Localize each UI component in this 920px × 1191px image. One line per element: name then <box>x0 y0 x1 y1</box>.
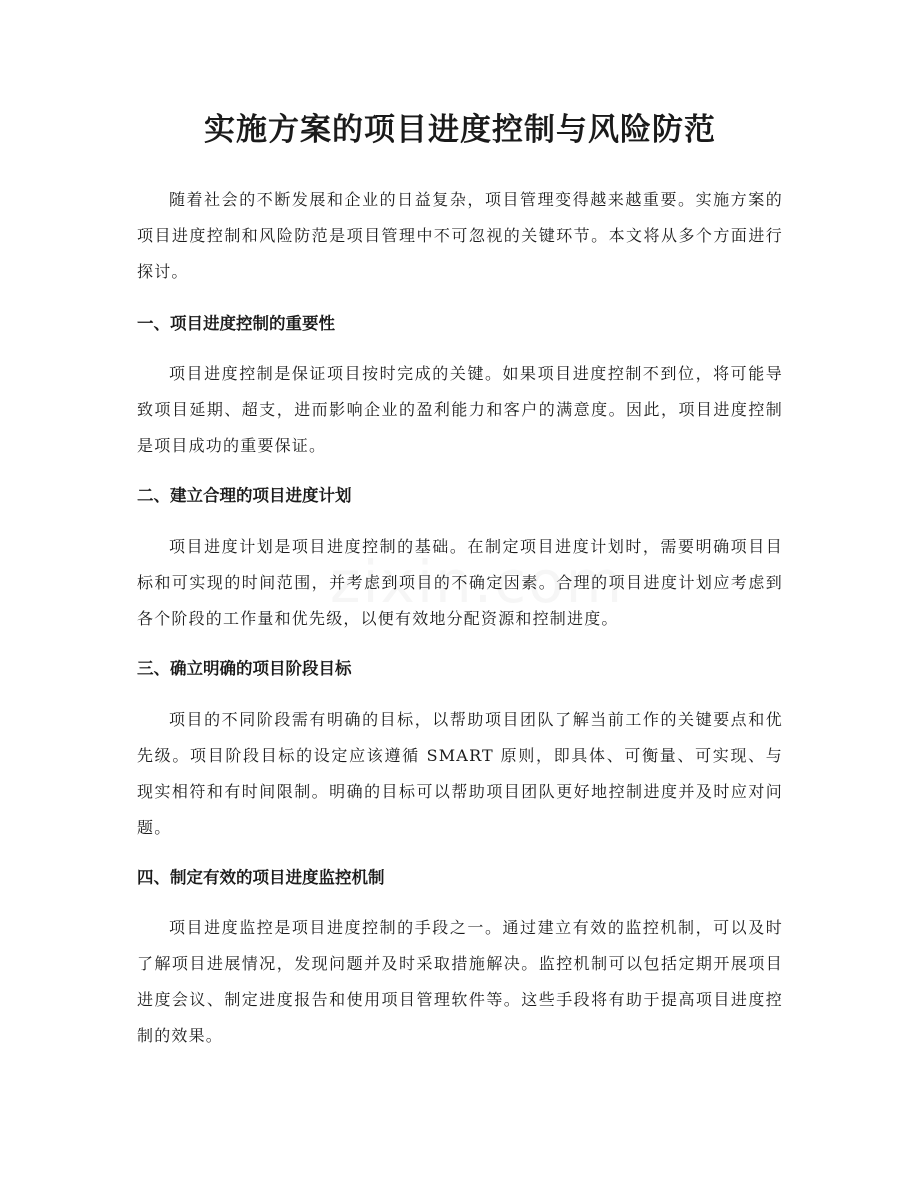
section-4-heading: 四、制定有效的项目进度监控机制 <box>137 868 385 887</box>
section-4-body: 项目进度监控是项目进度控制的手段之一。通过建立有效的监控机制，可以及时了解项目进展情况，发现问题并及时采取措施解决。监控机制可以包括定期开展项目进度会议、制定进度报告和使用项目管理软件等。这些手段将有助于提高项目进度控制的效果。 <box>137 918 783 1045</box>
section-3-heading: 三、确立明确的项目阶段目标 <box>137 659 352 678</box>
section-2-body: 项目进度计划是项目进度控制的基础。在制定项目进度计划时，需要明确项目目标和可实现的时间范围，并考虑到项目的不确定因素。合理的项目进度计划应考虑到各个阶段的工作量和优先级，以便有效地分配资源和控制进度。 <box>137 537 783 628</box>
document-title: 实施方案的项目进度控制与风险防范 <box>204 112 716 148</box>
section-1-heading: 一、项目进度控制的重要性 <box>137 314 335 333</box>
intro-paragraph: 随着社会的不断发展和企业的日益复杂，项目管理变得越来越重要。实施方案的项目进度控制和风险防范是项目管理中不可忽视的关键环节。本文将从多个方面进行探讨。 <box>137 190 783 281</box>
section-1-body: 项目进度控制是保证项目按时完成的关键。如果项目进度控制不到位，将可能导致项目延期、超支，进而影响企业的盈利能力和客户的满意度。因此，项目进度控制是项目成功的重要保证。 <box>137 364 783 455</box>
section-2-heading: 二、建立合理的项目进度计划 <box>137 486 352 505</box>
section-3-body: 项目的不同阶段需有明确的目标，以帮助项目团队了解当前工作的关键要点和优先级。项目阶段目标的设定应该遵循 SMART 原则，即具体、可衡量、可实现、与现实相符和有时间限制。明确的目标可以帮助项目团队更好地控制进度并及时应对问题。 <box>137 710 783 837</box>
